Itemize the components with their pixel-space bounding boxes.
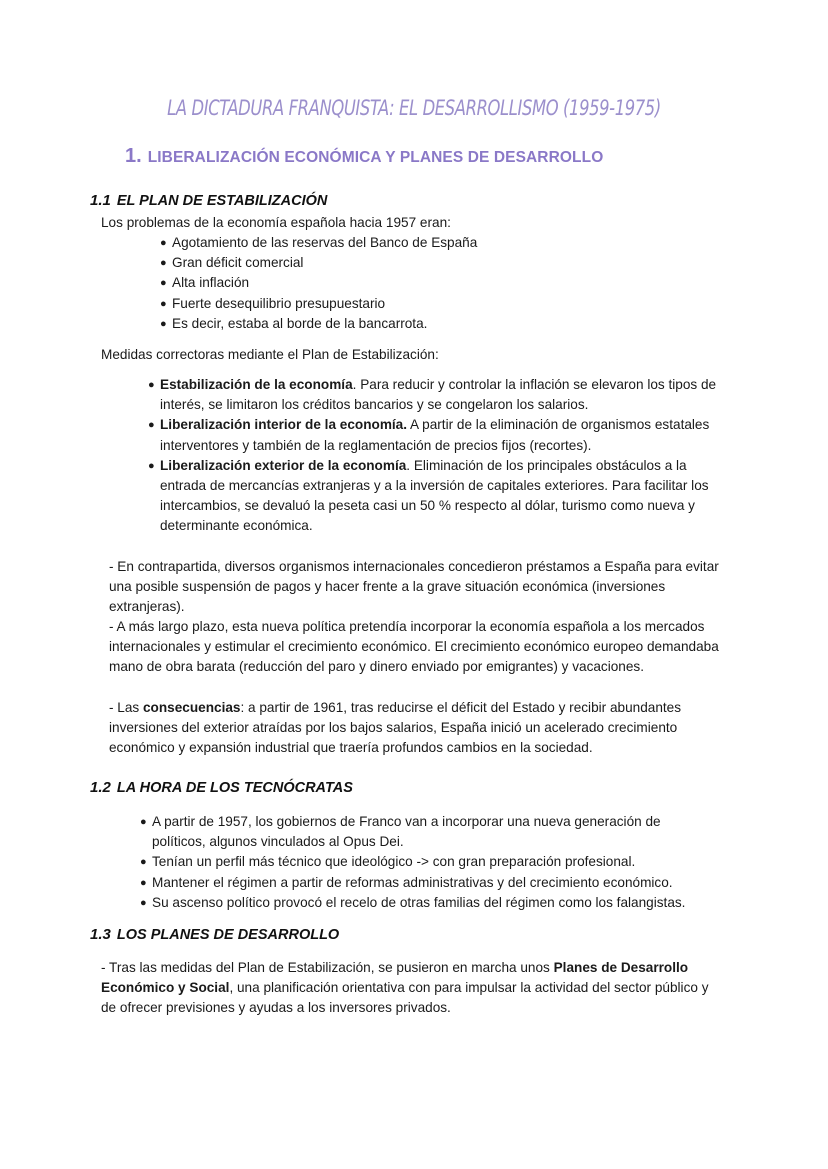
list-item: ● Liberalización interior de la economía. A partir de la eliminación de organismos estatales interventores y también de la reglamentación de precios fijos (recortes). [148,417,710,453]
bullet-icon: ● [148,379,155,391]
bullet-icon: ● [160,257,167,270]
list-item: ● Fuerte desequilibrio presupuestario [160,294,680,314]
subheading-1-2 [90,779,353,796]
document-title: LA DICTADURA FRANQUISTA: EL DESARROLLISMO (1959-1975) [167,96,661,120]
paragraph-consequences: - Las consecuencias: a partir de 1961, tras reducirse el déficit del Estado y recibir abundantes inversiones del exterior atraídas por los bajos salarios, España inició un acelerado crecimiento económico y expansión industrial que traería profundos cambios en la sociedad. [109,700,682,756]
bullet-icon: ● [140,896,147,909]
subheading-title: LA HORA DE LOS TECNÓCRATAS [116,780,353,796]
list-item: ● Mantener el régimen a partir de reformas administrativas y del crecimiento económico. [140,873,710,893]
list-item: ● Liberalización exterior de la economía. Eliminación de los principales obstáculos a la entrada de mercancías extranjeras y a la inversión de capitales exteriores. Para facilitar los intercambios, se devaluó la peseta casi un 50 % respecto al dólar, turismo como nueva y determinante económica. [148,457,709,534]
measures-list [148,375,723,537]
bullet-icon: ● [148,459,155,472]
measures-intro: Medidas correctoras mediante el Plan de Estabilización: [101,347,439,362]
subheading-title: LOS PLANES DE DESARROLLO [116,927,340,943]
list-item: ● Estabilización de la economía. Para reducir y controlar la inflación se elevaron los tipos de interés, se limitaron los créditos bancarios y se congelaron los salarios. [148,377,717,413]
technocrats-list [140,812,710,913]
list-item: ● Alta inflación [160,273,680,293]
bullet-icon: ● [160,317,167,330]
bullet-icon: ● [140,816,147,828]
problems-intro: Los problemas de la economía española hacia 1957 eran: [101,215,451,230]
list-item: ● A partir de 1957, los gobiernos de Franco van a incorporar una nueva generación de políticos, algunos vinculados al Opus Dei. [140,814,661,850]
section-title: LIBERALIZACIÓN ECONÓMICA Y PLANES DE DESARROLLO [147,149,604,166]
list-item: ● Gran déficit comercial [160,253,680,273]
problems-list [160,233,680,334]
section-number: 1. [125,145,142,167]
paragraph-loans: - En contrapartida, diversos organismos internacionales concedieron préstamos a España para evitar una posible suspensión de pagos y hacer frente a la grave situación económica (inversiones extranjeras). [109,559,719,615]
bullet-icon: ● [140,876,147,889]
list-item: ● Es decir, estaba al borde de la bancarrota. [160,314,680,334]
bullet-icon: ● [140,856,147,869]
bullet-icon: ● [160,297,167,310]
subheading-1-1 [90,192,327,209]
subheading-number: 1.3 [90,926,111,943]
bullet-icon: ● [160,277,167,290]
list-item: ● Agotamiento de las reservas del Banco de España [160,233,680,253]
section-heading [125,145,603,168]
subheading-number: 1.1 [90,192,111,209]
paragraph-long-term: - A más largo plazo, esta nueva política pretendía incorporar la economía española a los mercados internacionales y estimular el crecimiento económico. El crecimiento económico europeo demandaba mano de obra barata (reducción del paro y dinero enviado por emigrantes) y vacaciones. [109,619,719,675]
bullet-icon: ● [160,237,167,249]
subheading-title: EL PLAN DE ESTABILIZACIÓN [116,193,328,209]
list-item: ● Su ascenso político provocó el recelo de otras familias del régimen como los falangistas. [140,893,710,913]
subheading-number: 1.2 [90,779,111,796]
list-item: ● Tenían un perfil más técnico que ideológico -> con gran preparación profesional. [140,852,710,872]
bullet-icon: ● [148,419,155,432]
subheading-1-3 [90,926,339,943]
paragraph-development-plans: - Tras las medidas del Plan de Estabilización, se pusieron en marcha unos Planes de Desarrollo Económico y Social, una planificación orientativa con para impulsar la actividad del sector público y de ofrecer previsiones y ayudas a los inversores privados. [101,960,709,1016]
